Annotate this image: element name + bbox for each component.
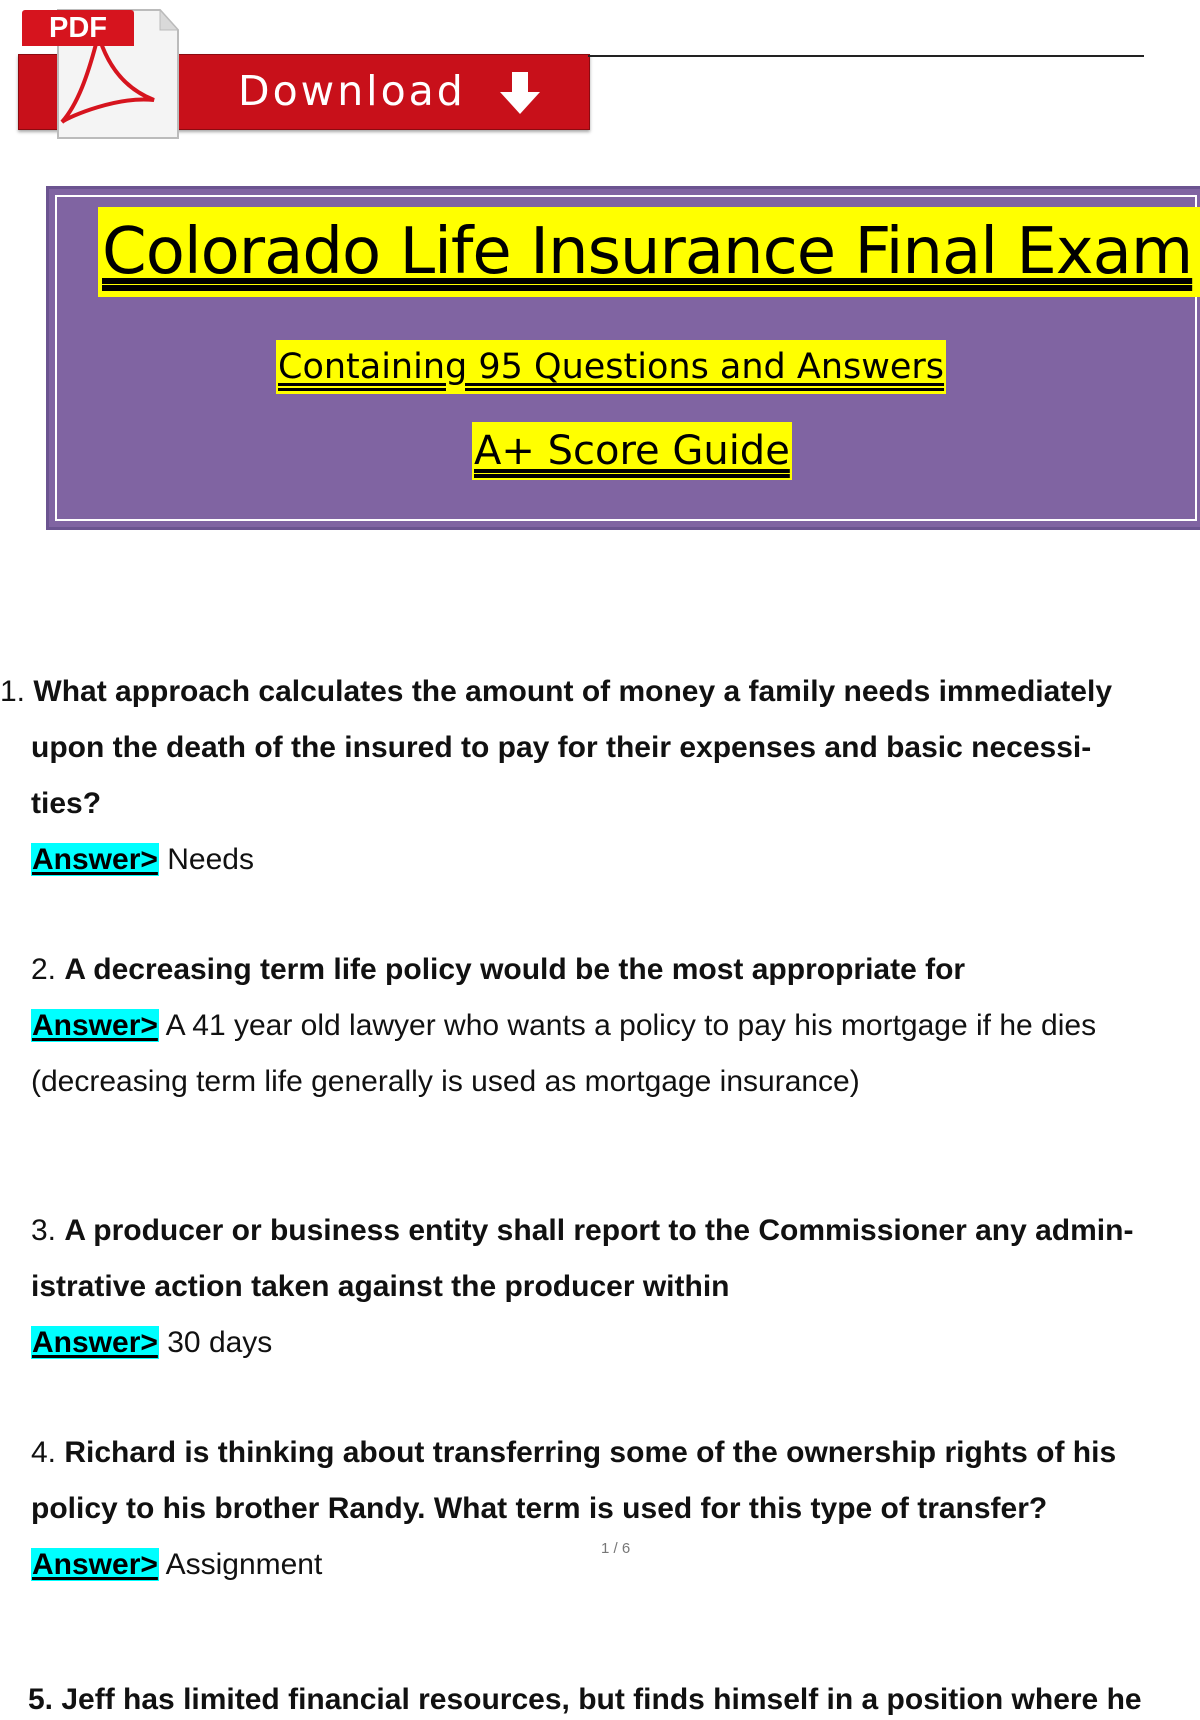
answer-text: A 41 year old lawyer who wants a policy to pay his mortgage if he dies bbox=[165, 1009, 1097, 1042]
partial-question-line: 5. Jeff has limited financial resources, but finds himself in a position where he bbox=[28, 1683, 1142, 1716]
question-item bbox=[0, 942, 1190, 1110]
question-line: istrative action taken against the producer within bbox=[31, 1270, 730, 1303]
answer-line bbox=[0, 1537, 1190, 1593]
question-number: 1. bbox=[0, 675, 26, 708]
question-line: A decreasing term life policy would be the most appropriate for bbox=[64, 953, 966, 986]
question-text bbox=[0, 1203, 1190, 1259]
question-item bbox=[0, 1203, 1190, 1371]
answer-text: Assignment bbox=[165, 1548, 323, 1581]
question-number: 2. bbox=[31, 953, 57, 986]
question-line: ties? bbox=[31, 787, 102, 820]
document-subtitle: Containing 95 Questions and Answers bbox=[276, 340, 946, 394]
answer-line bbox=[0, 832, 1190, 888]
download-button-label[interactable]: Download bbox=[238, 67, 466, 115]
header-divider bbox=[588, 55, 1144, 57]
answer-tag: Answer> bbox=[32, 1009, 158, 1042]
download-arrow-icon[interactable] bbox=[498, 70, 542, 116]
question-line: What approach calculates the amount of money a family needs immediately bbox=[33, 675, 1112, 708]
question-text bbox=[0, 1425, 1190, 1481]
question-line: policy to his brother Randy. What term is used for this type of transfer? bbox=[31, 1492, 1048, 1525]
answer-text: 30 days bbox=[167, 1326, 273, 1359]
document-title: Colorado Life Insurance Final Exam bbox=[98, 207, 1200, 297]
question-line: upon the death of the insured to pay for their expenses and basic necessi- bbox=[31, 731, 1092, 764]
question-number: 3. bbox=[31, 1214, 57, 1247]
answer-line: (decreasing term life generally is used as mortgage insurance) bbox=[31, 1065, 860, 1098]
question-line: A producer or business entity shall report to the Commissioner any admin- bbox=[64, 1214, 1134, 1247]
page-number: 1 / 6 bbox=[601, 1540, 631, 1557]
question-item bbox=[0, 664, 1190, 888]
pdf-label: PDF bbox=[22, 10, 134, 46]
score-guide-label: A+ Score Guide bbox=[472, 422, 792, 480]
answer-tag: Answer> bbox=[32, 843, 158, 876]
answer-line bbox=[0, 1315, 1190, 1371]
answer-text: Needs bbox=[167, 843, 254, 876]
question-line: Richard is thinking about transferring some of the ownership rights of his bbox=[64, 1436, 1117, 1469]
answer-tag: Answer> bbox=[32, 1548, 158, 1581]
question-number: 4. bbox=[31, 1436, 57, 1469]
question-text bbox=[0, 942, 1190, 998]
answer-line bbox=[0, 998, 1190, 1054]
answer-tag: Answer> bbox=[32, 1326, 158, 1359]
question-item bbox=[0, 1425, 1190, 1593]
question-text bbox=[0, 664, 1190, 720]
